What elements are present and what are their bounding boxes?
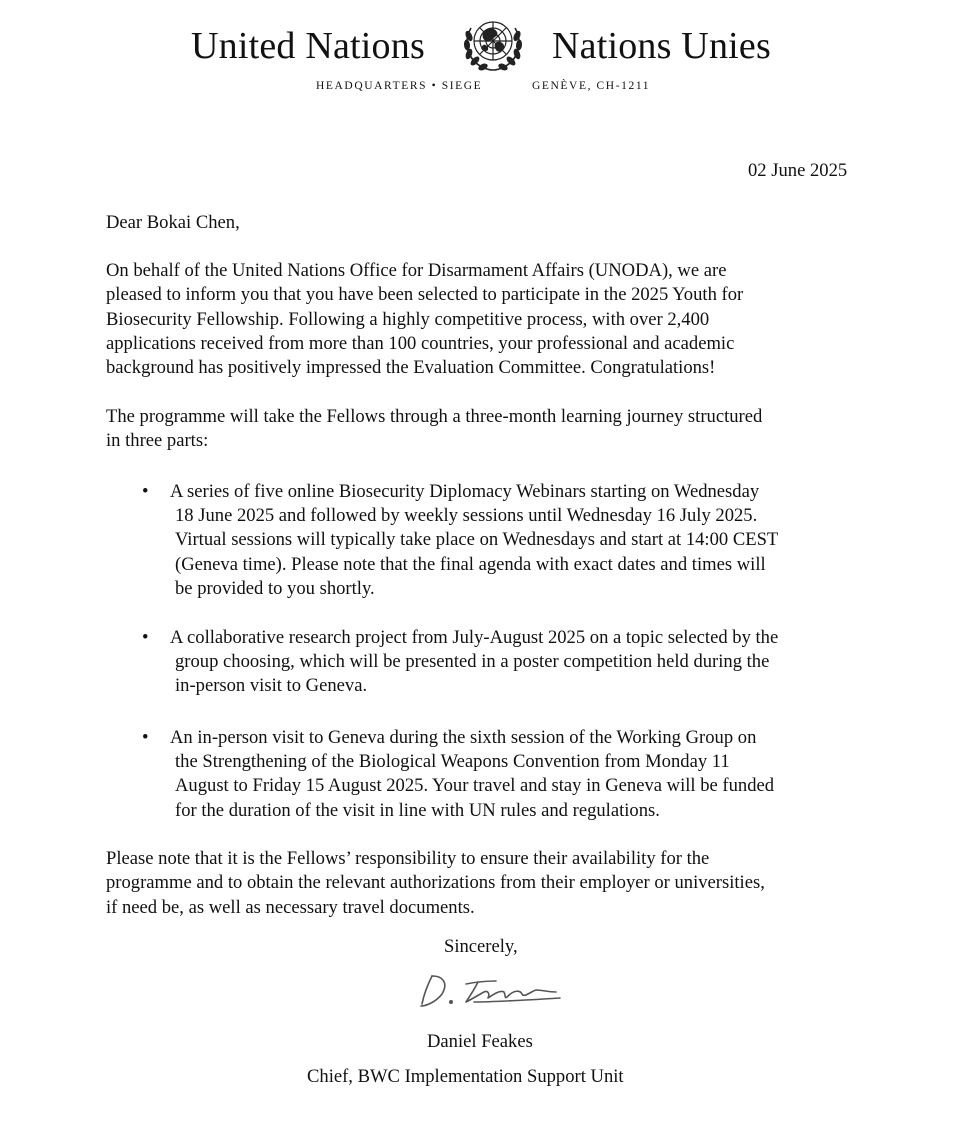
letter-date: 02 June 2025 xyxy=(748,160,848,181)
text-line: group choosing, which will be presented in a poster competition held during the xyxy=(175,651,770,672)
bullet-icon: • xyxy=(142,727,149,748)
letter-greeting: Dear Bokai Chen, xyxy=(106,212,240,233)
text-line: Please note that it is the Fellows’ responsibility to ensure their availability for the xyxy=(106,848,710,869)
signer-title: Chief, BWC Implementation Support Unit xyxy=(307,1066,624,1087)
bullet-item-geneva-visit xyxy=(175,750,774,823)
text-line: Biosecurity Fellowship. Following a highly competitive process, with over 2,400 xyxy=(106,308,710,330)
un-emblem-icon xyxy=(461,14,525,72)
text-line: Virtual sessions will typically take place on Wednesdays and start at 14:00 CEST xyxy=(175,529,779,551)
text-line: On behalf of the United Nations Office for Disarmament Affairs (UNODA), we are xyxy=(106,260,727,281)
text-line: August to Friday 15 August 2025. Your travel and stay in Geneva will be funded xyxy=(175,775,775,797)
text-line: (Geneva time). Please note that the final agenda with exact dates and times will xyxy=(175,553,766,575)
bullet-item-research xyxy=(175,650,769,699)
text-line: for the duration of the visit in line with UN rules and regulations. xyxy=(175,799,660,821)
text-line: programme and to obtain the relevant authorizations from their employer or universities, xyxy=(106,872,765,894)
text-line: applications received from more than 100 countries, your professional and academic xyxy=(106,332,735,354)
paragraph-programme-intro xyxy=(106,405,762,454)
handwritten-signature xyxy=(418,968,564,1012)
bullet-item-research-first-line: A collaborative research project from July-August 2025 on a topic selected by the xyxy=(170,627,779,648)
paragraph-selection-notice xyxy=(106,259,743,380)
bullet-item-webinars-first-line: A series of five online Biosecurity Diplomacy Webinars starting on Wednesday xyxy=(170,481,760,502)
letterhead-org-fr: Nations Unies xyxy=(552,25,771,67)
paragraph-responsibility xyxy=(106,847,765,920)
text-line: 18 June 2025 and followed by weekly sessions until Wednesday 16 July 2025. xyxy=(175,505,758,526)
bullet-icon: • xyxy=(142,481,149,502)
letterhead-address: GENÈVE, CH-1211 xyxy=(532,80,651,92)
text-line: in three parts: xyxy=(106,430,209,452)
text-line: background has positively impressed the Evaluation Committee. Congratulations! xyxy=(106,357,716,379)
text-line: in-person visit to Geneva. xyxy=(175,675,368,697)
bullet-item-geneva-visit-first-line: An in-person visit to Geneva during the sixth session of the Working Group on xyxy=(170,727,757,748)
bullet-icon: • xyxy=(142,627,149,648)
letter-closing: Sincerely, xyxy=(444,936,518,957)
signer-name: Daniel Feakes xyxy=(427,1031,533,1052)
text-line: pleased to inform you that you have been selected to participate in the 2025 Youth for xyxy=(106,284,744,306)
letterhead-headquarters: HEADQUARTERS • SIEGE xyxy=(316,80,483,92)
text-line: if need be, as well as necessary travel documents. xyxy=(106,896,475,918)
text-line: be provided to you shortly. xyxy=(175,577,375,599)
bullet-item-webinars xyxy=(175,504,778,601)
text-line: the Strengthening of the Biological Weapons Convention from Monday 11 xyxy=(175,751,730,772)
letterhead-org-en: United Nations xyxy=(191,25,425,67)
text-line: The programme will take the Fellows through a three-month learning journey structured xyxy=(106,406,763,427)
